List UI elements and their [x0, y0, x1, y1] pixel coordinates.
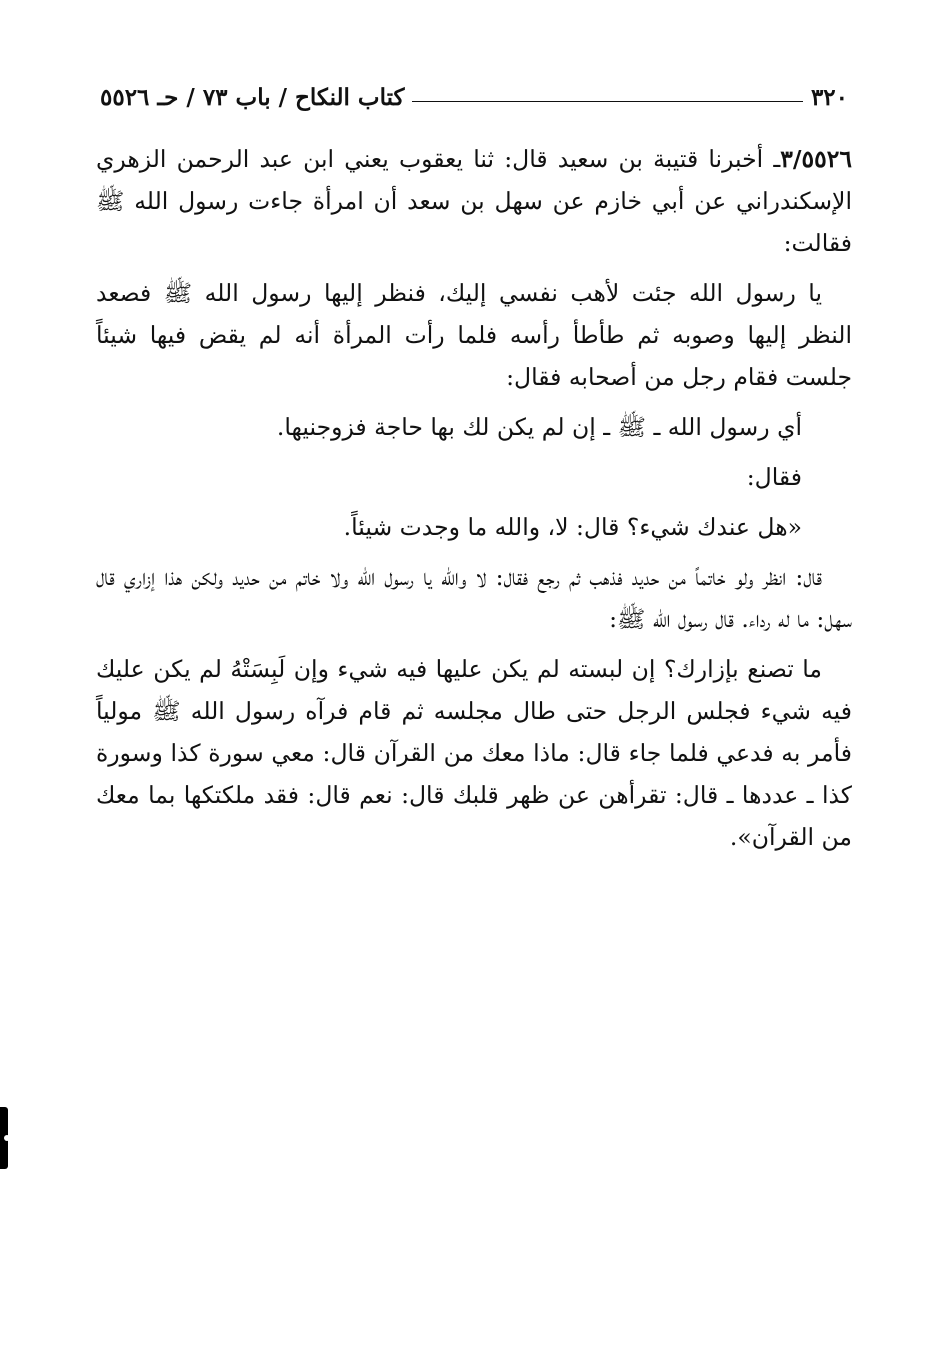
paragraph-woman-speech: يا رسول الله جئت لأهب نفسي إليك، فنظر إليها رسول الله ﷺ فصعد النظر إليها وصوبه ثم طأطأ رأسه فلما رأت المرأة أنه لم يقض فيها شيئاً جلست فقام رجل من أصحابه فقال:: [96, 279, 852, 391]
hadith-paragraph: [96, 138, 852, 264]
header-rule: [412, 101, 802, 102]
paragraph-man-request: أي رسول الله ـ ﷺ ـ إن لم يكن لك بها حاجة فزوجنيها.: [276, 413, 802, 441]
body-text: [96, 138, 852, 866]
paragraph-iron-ring: قال: انظر ولو خاتماً من حديد فذهب ثم رجع فقال: لا والله يا رسول الله ولا خاتم من حديد ولكن هذا إزاري قال سهل: ما له رداء. قال رسول الله ﷺ:: [96, 563, 852, 633]
chapter-reference: كتاب النكاح / باب ٧٣ / حـ ٥٥٢٦: [100, 83, 405, 111]
paragraph-he-said: فقال:: [746, 463, 802, 491]
paragraph-question: «هل عندك شيء؟ قال: لا، والله ما وجدت شيئاً.: [343, 513, 802, 541]
page-number: ٣٢٠: [810, 83, 848, 111]
scan-edge-mark: [0, 1107, 8, 1169]
hadith-number: ٣/٥٥٢٦: [780, 145, 852, 173]
paragraph-conclusion: ما تصنع بإزارك؟ إن لبسته لم يكن عليها فيه شيء وإن لَبِسَتْهُ لم يكن عليك فيه شيء فجلس الرجل حتى طال مجلسه ثم قام فرآه رسول الله ﷺ مولياً فأمر به فدعي فلما جاء قال: ماذا معك من القرآن قال: معي سورة كذا وسورة كذا ـ عددها ـ قال: تقرأهن عن ظهر قلبك قال: نعم قال: فقد ملكتكها بما معك من القرآن».: [96, 655, 852, 851]
running-header: [100, 80, 848, 114]
isnad-text: ـ أخبرنا قتيبة بن سعيد قال: ثنا يعقوب يعني ابن عبد الرحمن الزهري الإسكندراني عن أبي خازم عن سهل بن سعد أن امرأة جاءت رسول الله ﷺ فقالت:: [96, 145, 852, 257]
